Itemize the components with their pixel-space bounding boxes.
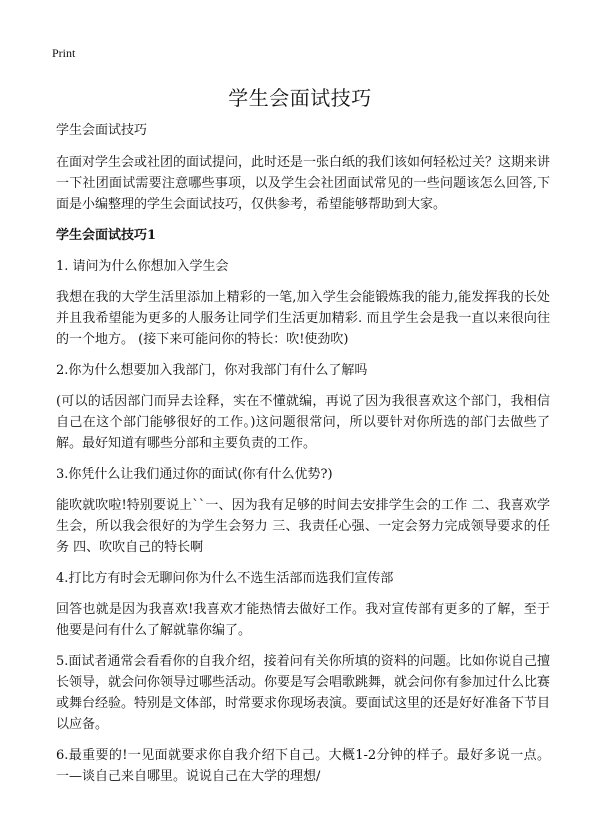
paragraph-6: 6.最重要的!一见面就要求你自我介绍下自己。大概1-2分钟的样子。最好多说一点。 一—谈自己来自哪里。说说自己在大学的理想/ [56,748,551,784]
answer-4: 回答也就是因为我喜欢!我喜欢才能热情去做好工作。我对宣传部有更多的了解，至于他要是问有什么了解就靠你编了。 [56,602,550,638]
question-1: 1. 请问为什么你想加入学生会 [56,259,229,274]
answer-3: 能吹就吹啦!特别要说上``一、因为我有足够的时间去安排学生会的工作 二、我喜欢学生会，所以我会很好的为学生会努力 三、我责任心强、一定会努力完成领导要求的任务 四、吹吹自己的特长啊 [56,498,550,555]
question-3: 3.你凭什么让我们通过你的面试(你有什么优势?) [56,467,333,482]
question-2: 2.你为什么想要加入我部门，你对我部门有什么了解吗 [56,363,368,378]
print-link[interactable]: Print [52,46,76,60]
question-4: 4.打比方有时会无聊问你为什么不选生活部而选我们宣传部 [56,571,394,586]
section-heading: 学生会面试技巧1 [56,228,157,243]
intro-paragraph: 在面对学生会或社团的面试提问，此时还是一张白纸的我们该如何轻松过关？这期来讲一下社团面试需要注意哪些事项，以及学生会社团面试常见的一些问题该怎么回答,下面是小编整理的学生会面试技巧，仅供参考，希望能够帮助到大家。 [56,155,551,212]
page-title: 学生会面试技巧 [228,86,372,110]
answer-1: 我想在我的大学生活里添加上精彩的一笔,加入学生会能锻炼我的能力,能发挥我的长处并且我希望能为更多的人服务让同学们生活更加精彩. 而且学生会是我一直以来很向往的一个地方。 (接下来可能问你的特长：吹!使劲吹) [56,290,550,347]
answer-2: (可以的话因部门而异去诠释，实在不懂就编，再说了因为我很喜欢这个部门，我相信自己在这个部门能够很好的工作。)这问题很常问，所以要针对你所选的部门去做些了解。最好知道有哪些分部和主要负责的工作。 [56,394,550,451]
document-content [56,120,550,797]
subtitle: 学生会面试技巧 [56,123,148,138]
paragraph-5: 5.面试者通常会看看你的自我介绍，接着问有关你所填的资料的问题。比如你说自己擅长领导，就会问你领导过哪些活动。你要是写会唱歌跳舞，就会问你有参加过什么比赛或舞台经验。特别是文体部，时常要求你现场表演。要面试这里的还是好好准备下节目以应备。 [56,654,551,732]
